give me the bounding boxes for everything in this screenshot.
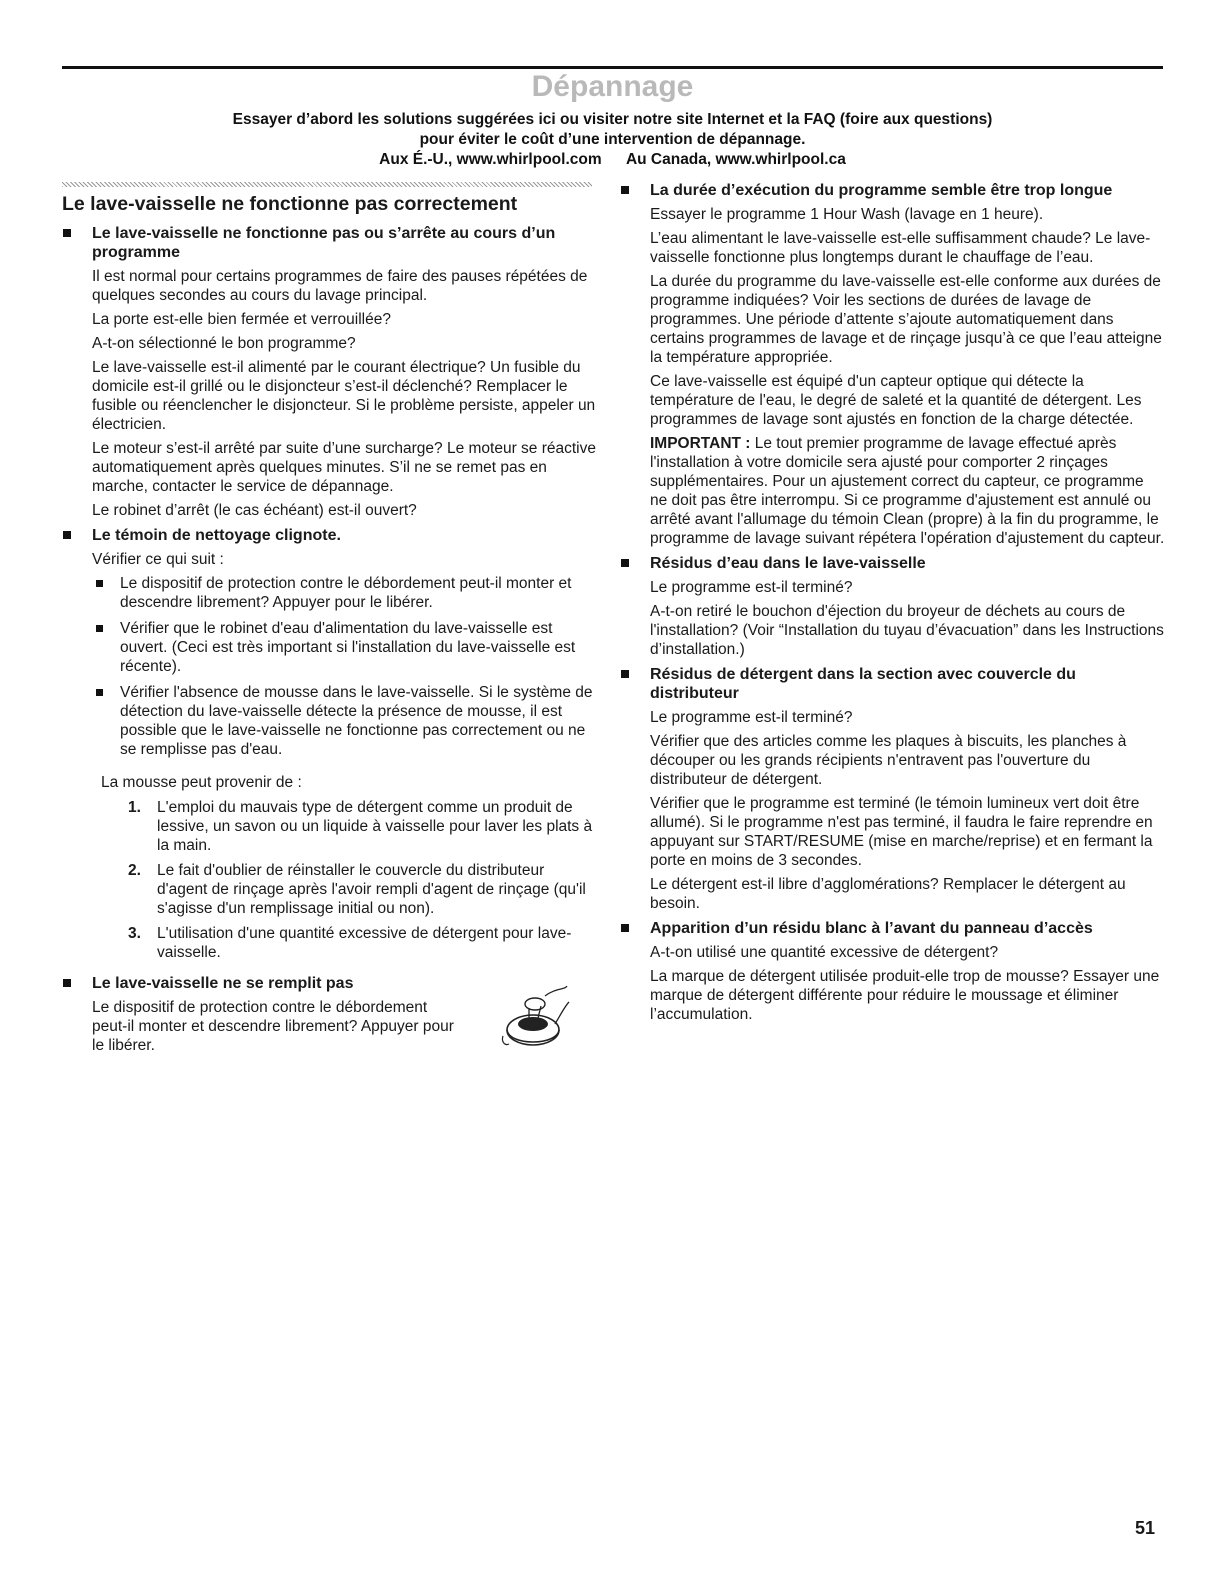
square-bullet-icon xyxy=(621,924,629,932)
paragraph: Vérifier ce qui suit : xyxy=(92,551,224,568)
paragraph: Le dispositif de protection contre le débordement peut-il monter et descendre librement? Appuyer pour le libérer. xyxy=(92,999,454,1054)
paragraph: Il est normal pour certains programmes de faire des pauses répétées de quelques secondes au cours du lavage principal. xyxy=(92,268,588,304)
item-title: Le lave-vaisselle ne fonctionne pas ou s’arrête au cours d’un programme xyxy=(92,225,556,261)
sub-bullet-text: Vérifier que le robinet d'eau d'alimentation du lave-vaisselle est ouvert. (Ceci est très important si l'installation du lave-vaisselle est récente). xyxy=(120,620,576,675)
troubleshoot-item xyxy=(62,224,597,520)
troubleshoot-item xyxy=(620,665,1165,913)
paragraph: Vérifier que le programme est terminé (le témoin lumineux vert doit être allumé). Si le programme n'est pas terminé, il faudra le faire reprendre en appuyant sur START/RESUME (mise en marche/reprise) et en fermant la porte en moins de 3 secondes. xyxy=(650,795,1153,869)
paragraph: Vérifier que des articles comme les plaques à biscuits, les planches à découper ou les grands récipients n'entravent pas l'ouverture du distributeur de détergent. xyxy=(650,733,1127,788)
paragraph: L’eau alimentant le lave-vaisselle est-elle suffisamment chaude? Le lave-vaisselle fonctionne plus longtemps durant le chauffage de l’eau. xyxy=(650,230,1151,266)
square-bullet-icon xyxy=(621,670,629,678)
square-bullet-icon xyxy=(621,559,629,567)
paragraph: A-t-on utilisé une quantité excessive de détergent? xyxy=(650,944,999,961)
intro-line-1: Essayer d’abord les solutions suggérées ici ou visiter notre site Internet et la FAQ (foire aux questions) xyxy=(232,111,993,128)
paragraph: A-t-on retiré le bouchon d'éjection du broyeur de déchets au cours de l'installation? (Voir “Installation du tuyau d’évacuation” dans les Instructions d’installation.) xyxy=(650,603,1164,658)
square-bullet-icon xyxy=(63,229,71,237)
item-number: 2. xyxy=(128,862,141,879)
item-title: Apparition d’un résidu blanc à l’avant du panneau d’accès xyxy=(650,920,1093,937)
important-text: Le tout premier programme de lavage effectué après l'installation à votre domicile sera ajusté pour comporter 2 rinçages supplémentaires. Pour un ajustement correct du capteur, ce programme ne doit pas être interrompu. Si ce programme d'ajustement est annulé ou arrêté avant l'allumage du témoin Clean (propre) à la fin du programme, le programme de lavage suivant répétera l'opération d'ajustement du capteur. xyxy=(650,435,1165,547)
section-title: Le lave-vaisselle ne fonctionne pas correctement xyxy=(62,193,518,215)
paragraph: A-t-on sélectionné le bon programme? xyxy=(92,335,356,352)
paragraph: La porte est-elle bien fermée et verrouillée? xyxy=(92,311,391,328)
overfill-protector-float-icon xyxy=(495,984,575,1057)
page-number: 51 xyxy=(1134,1518,1155,1538)
paragraph: Le lave-vaisselle est-il alimenté par le courant électrique? Un fusible du domicile est-il grillé ou le disjoncteur s’est-il déclenché? Remplacer le fusible ou réenclencher le disjoncteur. Si le problème persiste, appeler un électricien. xyxy=(92,359,596,433)
numbered-text: Le fait d'oublier de réinstaller le couvercle du distributeur d'agent de rinçage après l'avoir rempli d'agent de rinçage (qu'il s'agisse d'un remplissage initial ou non). xyxy=(157,862,586,917)
item-title: Résidus d’eau dans le lave-vaisselle xyxy=(650,555,926,572)
troubleshoot-item xyxy=(62,526,597,962)
troubleshoot-item xyxy=(620,554,1165,659)
square-bullet-icon xyxy=(621,186,629,194)
paragraph: Essayer le programme 1 Hour Wash (lavage en 1 heure). xyxy=(650,206,1044,223)
foam-intro: La mousse peut provenir de : xyxy=(101,774,302,791)
sub-bullet xyxy=(92,574,597,612)
troubleshoot-item xyxy=(620,181,1165,548)
section-hatch-divider xyxy=(62,182,592,187)
numbered-item xyxy=(92,924,597,962)
troubleshoot-item xyxy=(62,974,597,1060)
square-bullet-icon xyxy=(63,979,71,987)
paragraph: Ce lave-vaisselle est équipé d'un capteur optique qui détecte la température de l'eau, le degré de saleté et la quantité de détergent. Les programmes de lavage sont ajustés en fonction de la charge détectée. xyxy=(650,373,1142,428)
intro xyxy=(0,110,1225,170)
paragraph: Le détergent est-il libre d’agglomérations? Remplacer le détergent au besoin. xyxy=(650,876,1126,912)
item-title: Résidus de détergent dans la section avec couvercle du distributeur xyxy=(650,666,1076,702)
item-number: 3. xyxy=(128,925,141,942)
paragraph: Le robinet d’arrêt (le cas échéant) est-il ouvert? xyxy=(92,502,417,519)
paragraph: Le moteur s’est-il arrêté par suite d’une surcharge? Le moteur se réactive automatiquement après quelques minutes. S’il ne se remet pas en marche, contacter le service de dépannage. xyxy=(92,440,596,495)
important-paragraph xyxy=(650,434,1165,548)
square-bullet-icon xyxy=(96,580,103,587)
left-column xyxy=(62,182,597,1066)
numbered-text: L'utilisation d'une quantité excessive de détergent pour lave-vaisselle. xyxy=(157,925,572,961)
item-number: 1. xyxy=(128,799,141,816)
square-bullet-icon xyxy=(96,689,103,696)
sub-bullet-text: Vérifier l'absence de mousse dans le lave-vaisselle. Si le système de détection du lave-vaisselle détecte la présence de mousse, il est possible que le lave-vaisselle ne fonctionne pas correctement ou ne se remplisse pas d'eau. xyxy=(120,684,593,758)
paragraph: La durée du programme du lave-vaisselle est-elle conforme aux durées de programme indiquées? Voir les sections de durées de lavage de programmes. Une période d’attente s’ajoute automatiquement dans certains programmes de lavage et de rinçage jusqu’à ce que l’eau atteigne la température appropriée. xyxy=(650,273,1162,366)
sub-bullet xyxy=(92,683,597,759)
numbered-item xyxy=(92,798,597,855)
intro-line-2: pour éviter le coût d’une intervention de dépannage. xyxy=(419,131,806,148)
page-title: Dépannage xyxy=(531,70,694,103)
troubleshoot-item xyxy=(620,919,1165,1024)
paragraph: Le programme est-il terminé? xyxy=(650,709,853,726)
item-title: La durée d’exécution du programme semble être trop longue xyxy=(650,182,1113,199)
paragraph: La marque de détergent utilisée produit-elle trop de mousse? Essayer une marque de détergent différente pour réduire le moussage et éliminer l’accumulation. xyxy=(650,968,1160,1023)
intro-urls xyxy=(0,150,1225,170)
sub-bullet xyxy=(92,619,597,676)
item-title: Le témoin de nettoyage clignote. xyxy=(92,527,341,544)
url-us: Aux É.-U., www.whirlpool.com xyxy=(379,151,602,168)
overfill-row xyxy=(92,998,597,1060)
square-bullet-icon xyxy=(63,531,71,539)
numbered-item xyxy=(92,861,597,918)
numbered-text: L'emploi du mauvais type de détergent comme un produit de lessive, un savon ou un liquide à vaisselle pour laver les plats à la main. xyxy=(157,799,593,854)
paragraph: Le programme est-il terminé? xyxy=(650,579,853,596)
right-column xyxy=(620,181,1165,1030)
url-canada: Au Canada, www.whirlpool.ca xyxy=(625,151,846,168)
important-label: IMPORTANT : xyxy=(650,435,751,452)
sub-bullet-text: Le dispositif de protection contre le débordement peut-il monter et descendre librement? Appuyer pour le libérer. xyxy=(120,575,572,611)
item-title: Le lave-vaisselle ne se remplit pas xyxy=(92,975,354,992)
square-bullet-icon xyxy=(96,625,103,632)
